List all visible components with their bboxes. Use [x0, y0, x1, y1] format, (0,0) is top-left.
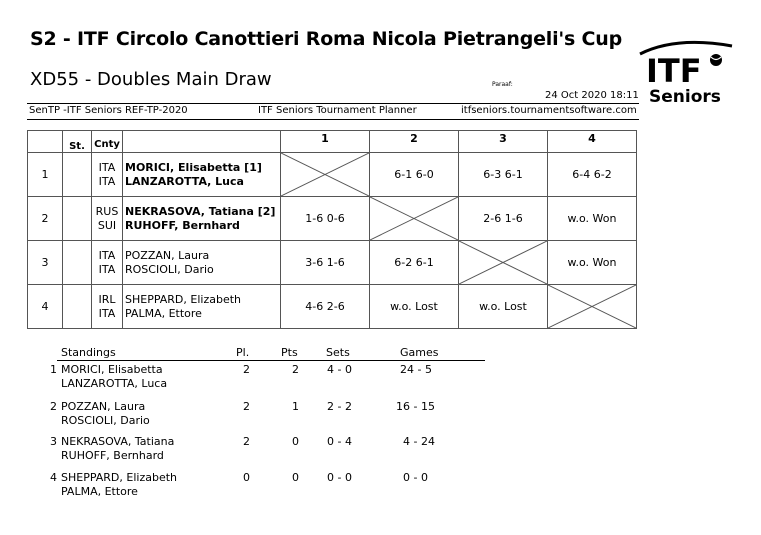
player-name[interactable]: SHEPPARD, Elizabeth [125, 292, 242, 306]
standings-played: 0 [243, 471, 250, 484]
standings-player-name[interactable]: SHEPPARD, Elizabeth [61, 471, 178, 484]
country-code: RUS [95, 204, 119, 218]
meta-center: ITF Seniors Tournament Planner [258, 105, 417, 116]
standings-played: 2 [243, 435, 250, 448]
match-result[interactable]: 6-2 6-1 [370, 241, 459, 285]
cross-mark [548, 285, 636, 328]
header-round-1: 1 [281, 131, 370, 153]
standings-points: 0 [292, 471, 299, 484]
self-match-cell [548, 285, 637, 329]
cross-mark [370, 197, 458, 240]
player-name[interactable]: ROSCIOLI, Dario [125, 262, 214, 276]
pair-countries [92, 197, 123, 241]
standings-player-name[interactable]: NEKRASOVA, Tatiana [61, 435, 175, 448]
draw-subtitle: XD55 - Doubles Main Draw [30, 69, 272, 90]
draw-row-4 [28, 285, 637, 329]
standings-header-games: Games [400, 346, 439, 359]
standings-rank: 2 [50, 400, 57, 413]
logo-text: ITF [646, 52, 702, 88]
header-cnty: Cnty [92, 131, 123, 153]
print-datetime: 24 Oct 2020 18:11 [545, 90, 639, 101]
standings-row-4 [30, 471, 470, 501]
header-round-2: 2 [370, 131, 459, 153]
header-rule-top [27, 103, 639, 104]
pair-status [63, 153, 92, 197]
header-round-3: 3 [459, 131, 548, 153]
pair-number: 2 [28, 197, 63, 241]
standings-rank: 4 [50, 471, 57, 484]
standings-games: 24 - 5 [400, 363, 432, 376]
player-name[interactable]: NEKRASOVA, Tatiana [2] [125, 204, 276, 218]
standings-rank: 1 [50, 363, 57, 376]
standings-sets: 2 - 2 [327, 400, 352, 413]
page-title: S2 - ITF Circolo Canottieri Roma Nicola Pietrangeli's Cup [30, 28, 623, 50]
standings-sets: 0 - 0 [327, 471, 352, 484]
pair-countries [92, 153, 123, 197]
match-result[interactable]: w.o. Won [548, 241, 637, 285]
pair-countries [92, 241, 123, 285]
meta-left: SenTP -ITF Seniors REF-TP-2020 [29, 105, 188, 116]
standings-rank: 3 [50, 435, 57, 448]
match-result[interactable]: 2-6 1-6 [459, 197, 548, 241]
pair-players [123, 241, 281, 285]
match-result[interactable]: 6-4 6-2 [548, 153, 637, 197]
match-result[interactable]: 6-3 6-1 [459, 153, 548, 197]
self-match-cell [281, 153, 370, 197]
standings-games: 4 - 24 [403, 435, 435, 448]
paraaf-label: Paraaf: [492, 81, 513, 88]
draw-row-1 [28, 153, 637, 197]
standings-row-2 [30, 400, 470, 430]
self-match-cell [370, 197, 459, 241]
self-match-cell [459, 241, 548, 285]
standings-games: 0 - 0 [403, 471, 428, 484]
pair-countries [92, 285, 123, 329]
standings-header-label: Standings [61, 346, 116, 359]
player-name[interactable]: POZZAN, Laura [125, 248, 210, 262]
standings-points: 2 [292, 363, 299, 376]
standings-played: 2 [243, 400, 250, 413]
standings-header-sets: Sets [326, 346, 350, 359]
header-rule-bottom [27, 119, 639, 120]
player-name[interactable]: MORICI, Elisabetta [1] [125, 160, 262, 174]
meta-right: itfseniors.tournamentsoftware.com [461, 105, 637, 116]
standings-player-name[interactable]: MORICI, Elisabetta [61, 363, 163, 376]
country-code: ITA [98, 160, 116, 174]
standings-player-name[interactable]: RUHOFF, Bernhard [61, 449, 164, 462]
standings-games: 16 - 15 [396, 400, 435, 413]
country-code: ITA [98, 262, 116, 276]
cross-mark [281, 153, 369, 196]
header-round-4: 4 [548, 131, 637, 153]
header-names-cell [123, 131, 281, 153]
country-code: ITA [98, 306, 116, 320]
standings-sets: 4 - 0 [327, 363, 352, 376]
header-num-cell [28, 131, 63, 153]
standings-row-3 [30, 435, 470, 465]
standings-player-name[interactable]: ROSCIOLI, Dario [61, 414, 150, 427]
pair-players [123, 153, 281, 197]
pair-number: 3 [28, 241, 63, 285]
cross-mark [459, 241, 547, 284]
standings-header-played: Pl. [236, 346, 250, 359]
pair-status [63, 197, 92, 241]
standings-points: 0 [292, 435, 299, 448]
standings-header-points: Pts [281, 346, 298, 359]
match-result[interactable]: 4-6 2-6 [281, 285, 370, 329]
itf-logo-mark [636, 40, 746, 88]
match-result[interactable]: w.o. Won [548, 197, 637, 241]
standings-header-rule [57, 360, 485, 361]
country-code: ITA [98, 248, 116, 262]
pair-players [123, 197, 281, 241]
pair-number: 4 [28, 285, 63, 329]
standings-player-name[interactable]: POZZAN, Laura [61, 400, 146, 413]
draw-row-3 [28, 241, 637, 285]
match-result[interactable]: 3-6 1-6 [281, 241, 370, 285]
header-st: St. [63, 131, 92, 153]
pair-players [123, 285, 281, 329]
match-result[interactable]: 6-1 6-0 [370, 153, 459, 197]
standings-player-name[interactable]: LANZAROTTA, Luca [61, 377, 168, 390]
logo-seniors-text: Seniors [649, 87, 721, 107]
standings-played: 2 [243, 363, 250, 376]
itf-logo [636, 40, 746, 112]
country-code: SUI [97, 218, 117, 232]
pair-status [63, 285, 92, 329]
standings-player-name[interactable]: PALMA, Ettore [61, 485, 138, 498]
match-result[interactable]: w.o. Lost [459, 285, 548, 329]
pair-number: 1 [28, 153, 63, 197]
draw-header-row [28, 131, 637, 153]
player-name[interactable]: LANZAROTTA, Luca [125, 174, 244, 188]
country-code: IRL [98, 292, 116, 306]
player-name[interactable]: PALMA, Ettore [125, 306, 202, 320]
standings-points: 1 [292, 400, 299, 413]
match-result[interactable]: 1-6 0-6 [281, 197, 370, 241]
match-result[interactable]: w.o. Lost [370, 285, 459, 329]
standings-row-1 [30, 363, 470, 393]
player-name[interactable]: RUHOFF, Bernhard [125, 218, 240, 232]
draw-row-2 [28, 197, 637, 241]
standings-sets: 0 - 4 [327, 435, 352, 448]
pair-status [63, 241, 92, 285]
country-code: ITA [98, 174, 116, 188]
draw-table [27, 130, 637, 329]
